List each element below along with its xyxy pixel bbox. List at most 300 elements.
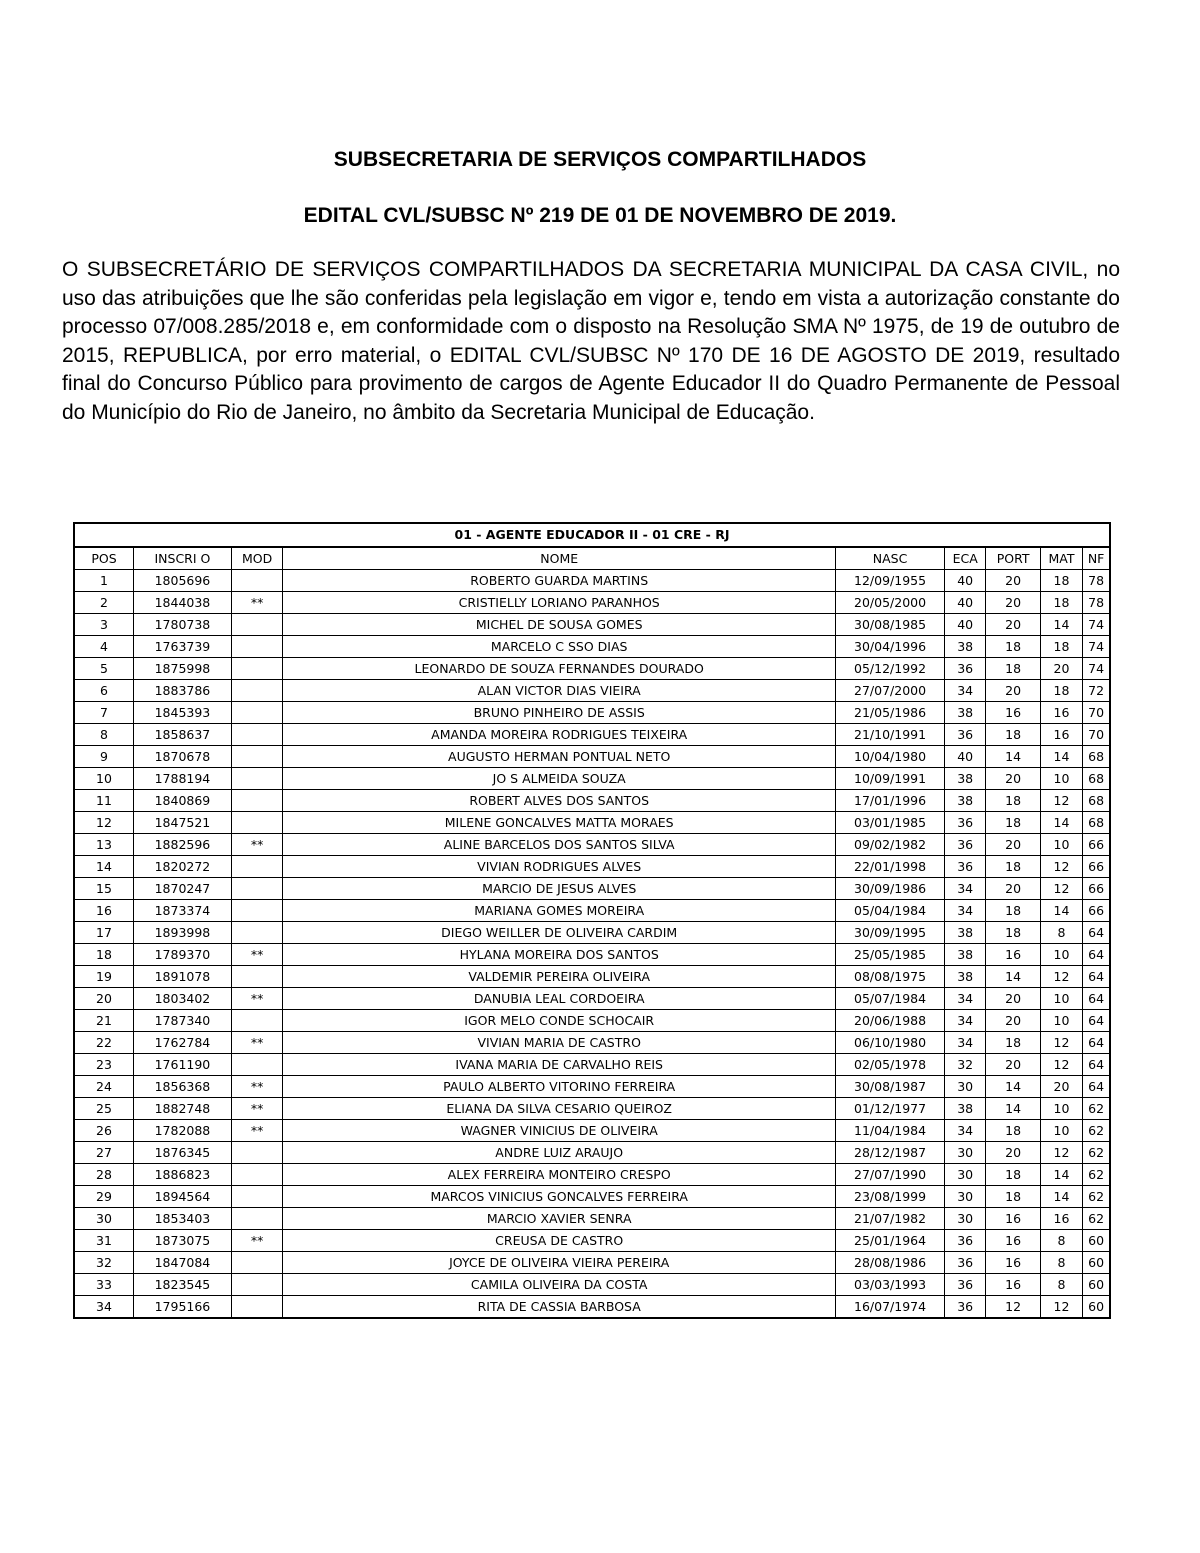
col-eca-cell: 36	[945, 1296, 986, 1319]
col-mat-cell: 10	[1040, 944, 1082, 966]
table-row	[74, 592, 1110, 614]
table-row	[74, 636, 1110, 658]
col-nf-cell: 68	[1083, 768, 1110, 790]
col-port-cell: 20	[986, 1010, 1040, 1032]
col-mat-cell: 10	[1040, 834, 1082, 856]
col-nome-cell: MILENE GONCALVES MATTA MORAES	[283, 812, 836, 834]
col-nasc-cell: 30/08/1985	[836, 614, 945, 636]
col-nome-cell: RITA DE CASSIA BARBOSA	[283, 1296, 836, 1319]
col-pos-cell: 14	[74, 856, 134, 878]
col-pos-cell: 6	[74, 680, 134, 702]
col-nf-cell: 64	[1083, 1010, 1110, 1032]
col-nasc-cell: 21/07/1982	[836, 1208, 945, 1230]
col-mat-cell: 14	[1040, 1164, 1082, 1186]
col-pos-cell: 31	[74, 1230, 134, 1252]
col-inscricao-cell: 1763739	[134, 636, 232, 658]
col-eca-cell: 40	[945, 570, 986, 592]
col-nome-cell: BRUNO PINHEIRO DE ASSIS	[283, 702, 836, 724]
col-pos-cell: 28	[74, 1164, 134, 1186]
col-nasc-cell: 06/10/1980	[836, 1032, 945, 1054]
col-mod-cell	[231, 724, 282, 746]
col-pos-cell: 29	[74, 1186, 134, 1208]
col-mat-cell: 16	[1040, 1208, 1082, 1230]
col-nf-cell: 62	[1083, 1142, 1110, 1164]
table-row	[74, 1076, 1110, 1098]
col-eca-cell: 36	[945, 856, 986, 878]
col-mod-cell	[231, 1054, 282, 1076]
col-nasc-cell: 09/02/1982	[836, 834, 945, 856]
col-eca-cell: 34	[945, 1010, 986, 1032]
col-port-cell: 18	[986, 812, 1040, 834]
col-eca-cell: 40	[945, 592, 986, 614]
col-mat-cell: 12	[1040, 1054, 1082, 1076]
col-nf-cell: 64	[1083, 944, 1110, 966]
col-pos-cell: 17	[74, 922, 134, 944]
col-port-cell: 16	[986, 1208, 1040, 1230]
col-mat-cell: 12	[1040, 790, 1082, 812]
col-inscricao-cell: 1840869	[134, 790, 232, 812]
col-inscricao-cell: 1856368	[134, 1076, 232, 1098]
col-port-cell: 18	[986, 790, 1040, 812]
col-mat-cell: 10	[1040, 1010, 1082, 1032]
col-mod-cell: **	[231, 1120, 282, 1142]
col-nf-cell: 74	[1083, 614, 1110, 636]
col-nf-cell: 66	[1083, 856, 1110, 878]
col-pos-cell: 1	[74, 570, 134, 592]
col-eca-cell: 32	[945, 1054, 986, 1076]
col-inscricao-cell: 1789370	[134, 944, 232, 966]
col-nf-cell: 60	[1083, 1230, 1110, 1252]
col-port-cell: 20	[986, 592, 1040, 614]
col-mod-cell	[231, 1010, 282, 1032]
col-nome-cell: ALINE BARCELOS DOS SANTOS SILVA	[283, 834, 836, 856]
col-mod-cell	[231, 680, 282, 702]
col-inscricao-cell: 1882596	[134, 834, 232, 856]
table-row	[74, 812, 1110, 834]
col-inscricao-cell: 1853403	[134, 1208, 232, 1230]
col-pos-cell: 3	[74, 614, 134, 636]
table-row	[74, 922, 1110, 944]
col-nf-cell: 64	[1083, 966, 1110, 988]
table-row	[74, 1054, 1110, 1076]
col-mod-cell: **	[231, 944, 282, 966]
col-mod-cell	[231, 1164, 282, 1186]
col-inscricao-cell: 1886823	[134, 1164, 232, 1186]
col-port-cell: 18	[986, 658, 1040, 680]
col-port-cell: 18	[986, 922, 1040, 944]
col-inscricao-cell: 1820272	[134, 856, 232, 878]
col-mod-cell: **	[231, 1098, 282, 1120]
col-nome-cell: IVANA MARIA DE CARVALHO REIS	[283, 1054, 836, 1076]
col-eca-cell: 30	[945, 1076, 986, 1098]
col-mat-cell: 12	[1040, 878, 1082, 900]
col-nasc-cell: 05/07/1984	[836, 988, 945, 1010]
col-eca-cell: 34	[945, 1120, 986, 1142]
col-nasc-cell: 28/08/1986	[836, 1252, 945, 1274]
col-pos-cell: 5	[74, 658, 134, 680]
col-nasc-cell: 30/04/1996	[836, 636, 945, 658]
col-nome-cell: ALAN VICTOR DIAS VIEIRA	[283, 680, 836, 702]
col-nf-cell: 64	[1083, 922, 1110, 944]
col-nasc-header: NASC	[836, 547, 945, 570]
col-mod-cell: **	[231, 1032, 282, 1054]
col-nome-cell: AUGUSTO HERMAN PONTUAL NETO	[283, 746, 836, 768]
col-nome-cell: JO S ALMEIDA SOUZA	[283, 768, 836, 790]
col-mod-cell: **	[231, 834, 282, 856]
col-nf-header: NF	[1083, 547, 1110, 570]
col-port-cell: 14	[986, 746, 1040, 768]
col-port-cell: 20	[986, 1142, 1040, 1164]
col-nasc-cell: 16/07/1974	[836, 1296, 945, 1319]
col-port-cell: 18	[986, 900, 1040, 922]
col-nasc-cell: 17/01/1996	[836, 790, 945, 812]
col-pos-cell: 8	[74, 724, 134, 746]
table-row	[74, 1296, 1110, 1319]
col-port-cell: 20	[986, 614, 1040, 636]
col-nasc-cell: 03/01/1985	[836, 812, 945, 834]
col-inscricao-cell: 1883786	[134, 680, 232, 702]
table-row	[74, 702, 1110, 724]
table-row	[74, 834, 1110, 856]
col-mat-cell: 12	[1040, 1142, 1082, 1164]
col-mod-cell	[231, 878, 282, 900]
col-nf-cell: 60	[1083, 1296, 1110, 1319]
col-nome-cell: MARIANA GOMES MOREIRA	[283, 900, 836, 922]
col-nf-cell: 74	[1083, 636, 1110, 658]
col-nasc-cell: 20/05/2000	[836, 592, 945, 614]
table-row	[74, 856, 1110, 878]
col-nf-cell: 64	[1083, 1054, 1110, 1076]
col-port-cell: 14	[986, 1076, 1040, 1098]
col-eca-cell: 30	[945, 1164, 986, 1186]
col-eca-cell: 30	[945, 1142, 986, 1164]
col-nome-cell: CRISTIELLY LORIANO PARANHOS	[283, 592, 836, 614]
col-port-cell: 20	[986, 768, 1040, 790]
col-pos-cell: 2	[74, 592, 134, 614]
col-nf-cell: 74	[1083, 658, 1110, 680]
col-mat-cell: 10	[1040, 1098, 1082, 1120]
col-inscricao-cell: 1844038	[134, 592, 232, 614]
col-pos-cell: 11	[74, 790, 134, 812]
table-row	[74, 1230, 1110, 1252]
col-mod-cell	[231, 702, 282, 724]
col-inscricao-cell: 1891078	[134, 966, 232, 988]
col-mat-cell: 12	[1040, 856, 1082, 878]
col-inscricao-cell: 1847521	[134, 812, 232, 834]
col-mat-cell: 18	[1040, 592, 1082, 614]
col-nf-cell: 78	[1083, 570, 1110, 592]
col-nasc-cell: 05/12/1992	[836, 658, 945, 680]
col-port-cell: 16	[986, 1252, 1040, 1274]
col-port-cell: 18	[986, 1032, 1040, 1054]
col-mat-header: MAT	[1040, 547, 1082, 570]
col-eca-cell: 38	[945, 636, 986, 658]
col-pos-cell: 22	[74, 1032, 134, 1054]
col-mod-cell: **	[231, 1230, 282, 1252]
col-nasc-cell: 20/06/1988	[836, 1010, 945, 1032]
col-inscricao-cell: 1762784	[134, 1032, 232, 1054]
col-eca-cell: 38	[945, 768, 986, 790]
col-port-cell: 18	[986, 856, 1040, 878]
col-port-cell: 18	[986, 1120, 1040, 1142]
col-mod-cell	[231, 856, 282, 878]
col-port-cell: 20	[986, 570, 1040, 592]
col-inscricao-cell: 1870678	[134, 746, 232, 768]
col-nf-cell: 62	[1083, 1164, 1110, 1186]
col-nome-cell: MARCELO C SSO DIAS	[283, 636, 836, 658]
edital-heading: EDITAL CVL/SUBSC Nº 219 DE 01 DE NOVEMBRO DE 2019.	[303, 204, 897, 227]
col-nf-cell: 64	[1083, 988, 1110, 1010]
col-nome-cell: MARCOS VINICIUS GONCALVES FERREIRA	[283, 1186, 836, 1208]
col-pos-cell: 15	[74, 878, 134, 900]
col-port-cell: 20	[986, 834, 1040, 856]
col-nome-cell: DIEGO WEILLER DE OLIVEIRA CARDIM	[283, 922, 836, 944]
col-pos-cell: 32	[74, 1252, 134, 1274]
col-nome-cell: IGOR MELO CONDE SCHOCAIR	[283, 1010, 836, 1032]
col-mod-cell	[231, 1208, 282, 1230]
col-inscricao-cell: 1876345	[134, 1142, 232, 1164]
col-mod-cell	[231, 570, 282, 592]
col-pos-cell: 21	[74, 1010, 134, 1032]
col-pos-cell: 16	[74, 900, 134, 922]
col-nasc-cell: 25/05/1985	[836, 944, 945, 966]
col-port-header: PORT	[986, 547, 1040, 570]
col-mod-cell	[231, 614, 282, 636]
col-inscricao-cell: 1873374	[134, 900, 232, 922]
table-row	[74, 570, 1110, 592]
col-pos-cell: 9	[74, 746, 134, 768]
col-nf-cell: 62	[1083, 1098, 1110, 1120]
col-nf-cell: 68	[1083, 746, 1110, 768]
table-title: 01 - AGENTE EDUCADOR II - 01 CRE - RJ	[74, 523, 1110, 547]
col-mat-cell: 16	[1040, 724, 1082, 746]
col-port-cell: 20	[986, 1054, 1040, 1076]
col-eca-cell: 36	[945, 658, 986, 680]
table-row	[74, 680, 1110, 702]
col-nome-cell: WAGNER VINICIUS DE OLIVEIRA	[283, 1120, 836, 1142]
col-mod-cell	[231, 1186, 282, 1208]
col-eca-cell: 36	[945, 1230, 986, 1252]
col-pos-cell: 13	[74, 834, 134, 856]
col-port-cell: 12	[986, 1296, 1040, 1319]
col-mat-cell: 10	[1040, 988, 1082, 1010]
col-eca-cell: 36	[945, 812, 986, 834]
col-eca-cell: 38	[945, 922, 986, 944]
col-mat-cell: 8	[1040, 1230, 1082, 1252]
col-eca-cell: 34	[945, 878, 986, 900]
col-nf-cell: 70	[1083, 702, 1110, 724]
col-mod-cell	[231, 1296, 282, 1319]
col-inscricao-cell: 1873075	[134, 1230, 232, 1252]
col-pos-cell: 18	[74, 944, 134, 966]
col-inscricao-cell: 1882748	[134, 1098, 232, 1120]
col-mat-cell: 10	[1040, 1120, 1082, 1142]
col-nf-cell: 66	[1083, 834, 1110, 856]
col-port-cell: 16	[986, 1230, 1040, 1252]
col-nome-cell: ELIANA DA SILVA CESARIO QUEIROZ	[283, 1098, 836, 1120]
col-inscricao-cell: 1845393	[134, 702, 232, 724]
col-nasc-cell: 28/12/1987	[836, 1142, 945, 1164]
col-nome-cell: MARCIO DE JESUS ALVES	[283, 878, 836, 900]
table-row	[74, 1208, 1110, 1230]
col-nome-cell: MICHEL DE SOUSA GOMES	[283, 614, 836, 636]
col-nome-cell: ROBERTO GUARDA MARTINS	[283, 570, 836, 592]
col-eca-cell: 34	[945, 988, 986, 1010]
col-mat-cell: 20	[1040, 658, 1082, 680]
col-nasc-cell: 10/04/1980	[836, 746, 945, 768]
col-nasc-cell: 03/03/1993	[836, 1274, 945, 1296]
col-inscricao-cell: 1787340	[134, 1010, 232, 1032]
col-mod-cell	[231, 900, 282, 922]
col-port-cell: 16	[986, 702, 1040, 724]
col-port-cell: 14	[986, 1098, 1040, 1120]
table-row	[74, 1274, 1110, 1296]
col-mat-cell: 10	[1040, 768, 1082, 790]
col-nf-cell: 62	[1083, 1120, 1110, 1142]
col-mat-cell: 8	[1040, 1252, 1082, 1274]
col-pos-cell: 10	[74, 768, 134, 790]
col-eca-cell: 38	[945, 966, 986, 988]
col-nasc-cell: 27/07/2000	[836, 680, 945, 702]
col-pos-cell: 23	[74, 1054, 134, 1076]
col-nome-cell: VALDEMIR PEREIRA OLIVEIRA	[283, 966, 836, 988]
col-mat-cell: 20	[1040, 1076, 1082, 1098]
col-inscricao-header: INSCRI O	[134, 547, 232, 570]
col-pos-header: POS	[74, 547, 134, 570]
col-nf-cell: 66	[1083, 900, 1110, 922]
col-port-cell: 18	[986, 724, 1040, 746]
col-mod-cell	[231, 922, 282, 944]
col-nome-cell: ROBERT ALVES DOS SANTOS	[283, 790, 836, 812]
table-row	[74, 746, 1110, 768]
col-nasc-cell: 27/07/1990	[836, 1164, 945, 1186]
col-mat-cell: 18	[1040, 636, 1082, 658]
col-nasc-cell: 21/10/1991	[836, 724, 945, 746]
col-mat-cell: 18	[1040, 570, 1082, 592]
col-inscricao-cell: 1823545	[134, 1274, 232, 1296]
table-row	[74, 878, 1110, 900]
col-pos-cell: 19	[74, 966, 134, 988]
table-row	[74, 658, 1110, 680]
col-nasc-cell: 10/09/1991	[836, 768, 945, 790]
col-pos-cell: 20	[74, 988, 134, 1010]
col-mat-cell: 14	[1040, 812, 1082, 834]
table-row	[74, 1186, 1110, 1208]
col-eca-cell: 36	[945, 834, 986, 856]
document-title: SUBSECRETARIA DE SERVIÇOS COMPARTILHADOS	[333, 148, 867, 171]
col-port-cell: 20	[986, 988, 1040, 1010]
col-eca-cell: 40	[945, 614, 986, 636]
col-nf-cell: 78	[1083, 592, 1110, 614]
col-inscricao-cell: 1875998	[134, 658, 232, 680]
col-mod-cell	[231, 812, 282, 834]
col-eca-cell: 34	[945, 900, 986, 922]
col-nome-cell: ANDRE LUIZ ARAUJO	[283, 1142, 836, 1164]
col-mod-cell	[231, 966, 282, 988]
col-pos-cell: 26	[74, 1120, 134, 1142]
col-mod-cell	[231, 636, 282, 658]
col-eca-cell: 38	[945, 1098, 986, 1120]
col-nf-cell: 60	[1083, 1274, 1110, 1296]
col-mod-cell	[231, 1142, 282, 1164]
col-nasc-cell: 23/08/1999	[836, 1186, 945, 1208]
col-mod-cell	[231, 790, 282, 812]
col-mat-cell: 12	[1040, 1032, 1082, 1054]
col-inscricao-cell: 1893998	[134, 922, 232, 944]
col-nasc-cell: 01/12/1977	[836, 1098, 945, 1120]
col-nome-cell: CAMILA OLIVEIRA DA COSTA	[283, 1274, 836, 1296]
col-eca-cell: 36	[945, 1252, 986, 1274]
col-nome-cell: MARCIO XAVIER SENRA	[283, 1208, 836, 1230]
col-eca-header: ECA	[945, 547, 986, 570]
col-nome-cell: LEONARDO DE SOUZA FERNANDES DOURADO	[283, 658, 836, 680]
table-row	[74, 724, 1110, 746]
col-nome-cell: PAULO ALBERTO VITORINO FERREIRA	[283, 1076, 836, 1098]
col-port-cell: 20	[986, 680, 1040, 702]
table-row	[74, 1252, 1110, 1274]
col-nasc-cell: 30/08/1987	[836, 1076, 945, 1098]
col-nasc-cell: 30/09/1995	[836, 922, 945, 944]
col-mat-cell: 8	[1040, 922, 1082, 944]
table-row	[74, 614, 1110, 636]
col-nasc-cell: 05/04/1984	[836, 900, 945, 922]
table-row	[74, 768, 1110, 790]
col-nome-header: NOME	[283, 547, 836, 570]
col-eca-cell: 38	[945, 702, 986, 724]
col-inscricao-cell: 1870247	[134, 878, 232, 900]
col-eca-cell: 30	[945, 1186, 986, 1208]
col-mod-cell: **	[231, 1076, 282, 1098]
col-nome-cell: VIVIAN MARIA DE CASTRO	[283, 1032, 836, 1054]
col-port-cell: 14	[986, 966, 1040, 988]
col-mod-cell	[231, 1274, 282, 1296]
col-nome-cell: DANUBIA LEAL CORDOEIRA	[283, 988, 836, 1010]
col-inscricao-cell: 1894564	[134, 1186, 232, 1208]
col-nf-cell: 60	[1083, 1252, 1110, 1274]
col-nf-cell: 72	[1083, 680, 1110, 702]
col-pos-cell: 24	[74, 1076, 134, 1098]
col-mat-cell: 18	[1040, 680, 1082, 702]
col-eca-cell: 34	[945, 680, 986, 702]
col-eca-cell: 38	[945, 790, 986, 812]
col-inscricao-cell: 1761190	[134, 1054, 232, 1076]
col-pos-cell: 4	[74, 636, 134, 658]
col-nome-cell: AMANDA MOREIRA RODRIGUES TEIXEIRA	[283, 724, 836, 746]
col-inscricao-cell: 1858637	[134, 724, 232, 746]
col-nasc-cell: 30/09/1986	[836, 878, 945, 900]
col-inscricao-cell: 1780738	[134, 614, 232, 636]
col-nasc-cell: 02/05/1978	[836, 1054, 945, 1076]
col-inscricao-cell: 1805696	[134, 570, 232, 592]
table-row	[74, 1120, 1110, 1142]
col-pos-cell: 34	[74, 1296, 134, 1319]
col-eca-cell: 36	[945, 1274, 986, 1296]
col-mod-cell: **	[231, 592, 282, 614]
col-pos-cell: 7	[74, 702, 134, 724]
col-mat-cell: 12	[1040, 1296, 1082, 1319]
col-nf-cell: 68	[1083, 812, 1110, 834]
col-mat-cell: 14	[1040, 1186, 1082, 1208]
col-inscricao-cell: 1788194	[134, 768, 232, 790]
col-port-cell: 16	[986, 1274, 1040, 1296]
col-inscricao-cell: 1847084	[134, 1252, 232, 1274]
col-mod-cell	[231, 746, 282, 768]
col-port-cell: 20	[986, 878, 1040, 900]
col-eca-cell: 34	[945, 1032, 986, 1054]
col-nasc-cell: 11/04/1984	[836, 1120, 945, 1142]
col-mat-cell: 12	[1040, 966, 1082, 988]
col-pos-cell: 25	[74, 1098, 134, 1120]
